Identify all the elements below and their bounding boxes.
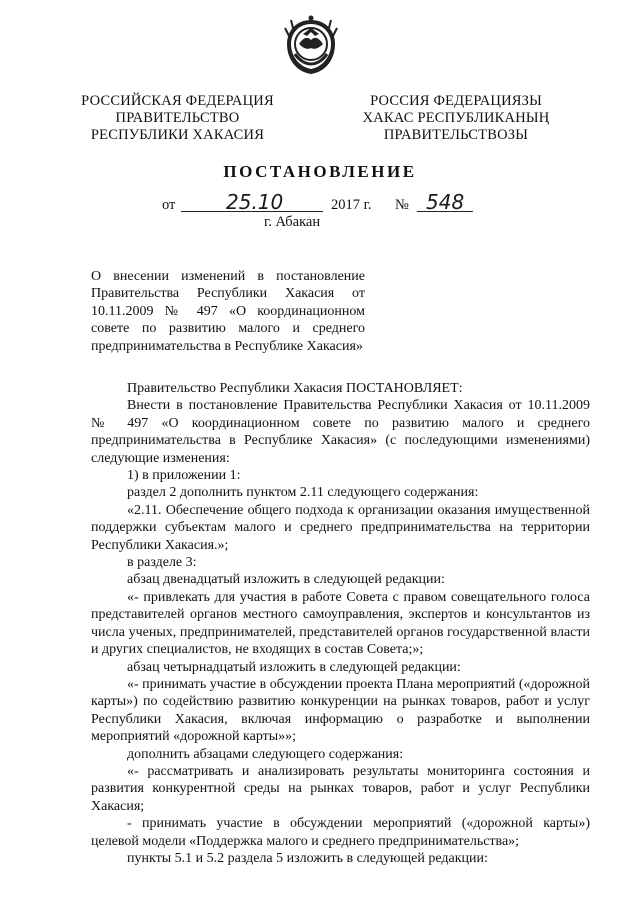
subject-line: совете по развитию малого и среднего — [91, 321, 365, 337]
subject-line: 10.11.2009 № 497 «О координационном — [91, 303, 365, 319]
subject-line: О внесении изменений в постановление — [91, 269, 365, 284]
body-paragraph: - принимать участие в обсуждении мероприятий («дорожной карты») целевой модели «Поддержка малого и среднего предпринимательства»; — [91, 816, 590, 849]
date-from-label: от — [162, 197, 176, 213]
handwritten-date: 25.10 — [226, 190, 284, 214]
body-paragraph: «- привлекать для участия в работе Совета с правом совещательного голоса представителей органов местного самоуправления, экспертов и консультантов из числа ученых, предпринимателей, представителей органов государственной власти и других специалистов, не входящих в состав Совета;»; — [91, 589, 590, 658]
header-right-line: ПРАВИТЕЛЬСТВОЗЫ — [383, 127, 529, 143]
body-paragraph: Внести в постановление Правительства Республики Хакасия от 10.11.2009 № 497 «О координационном совете по развитию малого и среднего предпринимательства в Республике Хакасия» (с последующими изменениями) следующие изменения: — [91, 398, 590, 466]
body-paragraph: абзац двенадцатый изложить в следующей редакции: — [127, 572, 445, 588]
header-left — [80, 93, 275, 144]
header-right-line: ХАКАС РЕСПУБЛИКАНЫҢ — [362, 110, 550, 126]
document-body — [91, 380, 590, 867]
number-label: № — [395, 197, 409, 213]
coat-of-arms-emblem — [281, 14, 341, 78]
body-paragraph: «- рассматривать и анализировать результаты мониторинга состояния и развития конкурентной среды на рынках товаров, работ и услуг Республики Хакасия; — [91, 763, 590, 814]
subject-block — [91, 268, 365, 355]
header-left-line: РОССИЙСКАЯ ФЕДЕРАЦИЯ — [81, 93, 274, 109]
header-left-line: ПРАВИТЕЛЬСТВО — [115, 110, 240, 126]
city: г. Абакан — [264, 214, 321, 230]
body-paragraph: «- принимать участие в обсуждении проекта Плана мероприятий («дорожной карты») по содействию развитию конкуренции на рынках товаров, работ и услуг Республики Хакасия, включая информацию о разработке и выполнении мероприятий «дорожной карты»»; — [91, 676, 590, 745]
subject-line: Правительства Республики Хакасия от — [91, 286, 365, 302]
document-title: ПОСТАНОВЛЕНИЕ — [223, 162, 417, 181]
body-paragraph: Правительство Республики Хакасия ПОСТАНОВЛЯЕТ: — [127, 381, 463, 396]
body-paragraph: 1) в приложении 1: — [127, 468, 241, 484]
body-paragraph: в разделе 3: — [127, 555, 197, 571]
handwritten-number: 548 — [426, 190, 465, 214]
subject-line: предпринимательства в Республике Хакасия» — [91, 338, 363, 354]
body-paragraph: «2.11. Обеспечение общего подхода к организации оказания имущественной поддержки субъектам малого и среднего предпринимательства на территории Республики Хакасия.»; — [91, 502, 590, 553]
body-paragraph: раздел 2 дополнить пунктом 2.11 следующего содержания: — [127, 485, 479, 501]
header-left-line: РЕСПУБЛИКИ ХАКАСИЯ — [90, 127, 265, 143]
header-right-line: РОССИЯ ФЕДЕРАЦИЯЗЫ — [370, 93, 542, 109]
body-paragraph: дополнить абзацами следующего содержания: — [127, 746, 404, 762]
date-year: 2017 г. — [331, 197, 372, 213]
body-paragraph: абзац четырнадцатый изложить в следующей редакции: — [127, 659, 461, 675]
body-paragraph: пункты 5.1 и 5.2 раздела 5 изложить в следующей редакции: — [127, 850, 488, 866]
header-right — [356, 93, 556, 144]
